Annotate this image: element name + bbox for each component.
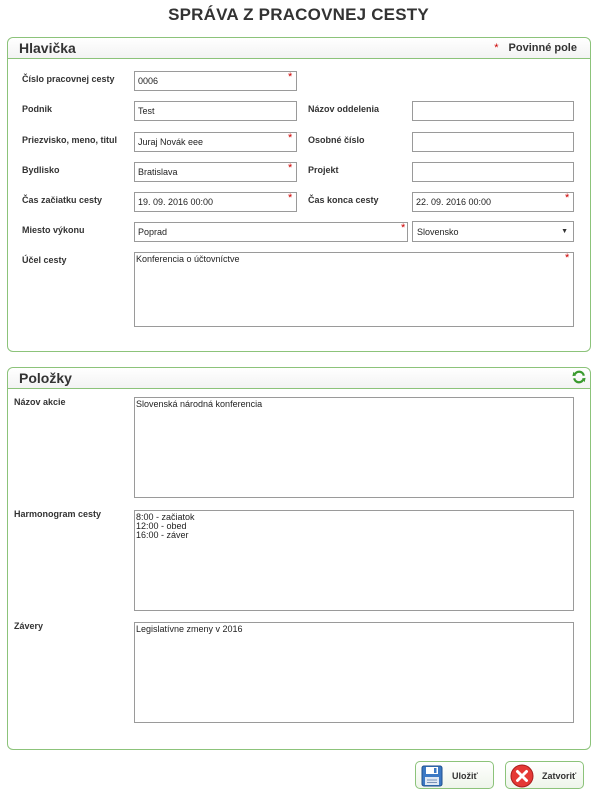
place-input[interactable] <box>134 222 408 242</box>
header-panel-title: Hlavička <box>19 40 76 56</box>
place-label: Miesto výkonu <box>22 225 85 235</box>
trip-number-label: Číslo pracovnej cesty <box>22 74 115 84</box>
trip-number-input[interactable] <box>134 71 297 91</box>
required-note-text: Povinné pole <box>508 42 577 54</box>
residence-label: Bydlisko <box>22 165 60 175</box>
close-button-label: Zatvoriť <box>542 771 577 781</box>
start-time-label: Čas začiatku cesty <box>22 195 103 205</box>
event-name-textarea[interactable] <box>134 397 574 498</box>
end-time-required-star: * <box>565 192 570 204</box>
company-input[interactable] <box>134 101 297 121</box>
required-star: * <box>494 42 499 54</box>
save-button-label: Uložiť <box>452 771 478 781</box>
items-panel-bar <box>8 368 590 389</box>
chevron-down-icon: ▼ <box>561 228 568 235</box>
conclusions-textarea[interactable] <box>134 622 574 723</box>
end-time-label: Čas konca cesty <box>308 195 379 205</box>
event-name-label: Názov akcie <box>14 397 66 407</box>
personal-number-label: Osobné číslo <box>308 135 365 145</box>
required-note <box>494 42 577 54</box>
purpose-label: Účel cesty <box>22 255 67 265</box>
trip-number-required-star: * <box>288 71 293 83</box>
save-button[interactable] <box>415 761 494 789</box>
schedule-textarea[interactable] <box>134 510 574 611</box>
project-input[interactable] <box>412 162 574 182</box>
project-label: Projekt <box>308 165 339 175</box>
items-panel-title: Položky <box>19 370 72 386</box>
department-input[interactable] <box>412 101 574 121</box>
residence-required-star: * <box>288 162 293 174</box>
refresh-icon[interactable] <box>572 370 586 384</box>
schedule-label: Harmonogram cesty <box>14 509 102 519</box>
name-input[interactable] <box>134 132 297 152</box>
start-time-input[interactable] <box>134 192 297 212</box>
purpose-textarea[interactable] <box>134 252 574 327</box>
name-required-star: * <box>288 132 293 144</box>
header-panel-bar <box>8 38 590 59</box>
place-required-star: * <box>401 222 406 234</box>
header-panel <box>7 37 591 352</box>
conclusions-label: Závery <box>14 621 44 631</box>
end-time-input[interactable] <box>412 192 574 212</box>
close-button[interactable] <box>505 761 584 789</box>
residence-input[interactable] <box>134 162 297 182</box>
start-time-required-star: * <box>288 192 293 204</box>
purpose-required-star: * <box>565 252 570 264</box>
personal-number-input[interactable] <box>412 132 574 152</box>
items-panel <box>7 367 591 750</box>
page-title: SPRÁVA Z PRACOVNEJ CESTY <box>168 5 429 24</box>
company-label: Podnik <box>22 104 53 114</box>
country-select-value: Slovensko <box>417 227 459 237</box>
department-label: Názov oddelenia <box>308 104 380 114</box>
close-icon <box>509 763 535 789</box>
save-icon <box>419 763 445 789</box>
country-select[interactable] <box>412 221 574 242</box>
name-label: Priezvisko, meno, titul <box>22 135 118 145</box>
